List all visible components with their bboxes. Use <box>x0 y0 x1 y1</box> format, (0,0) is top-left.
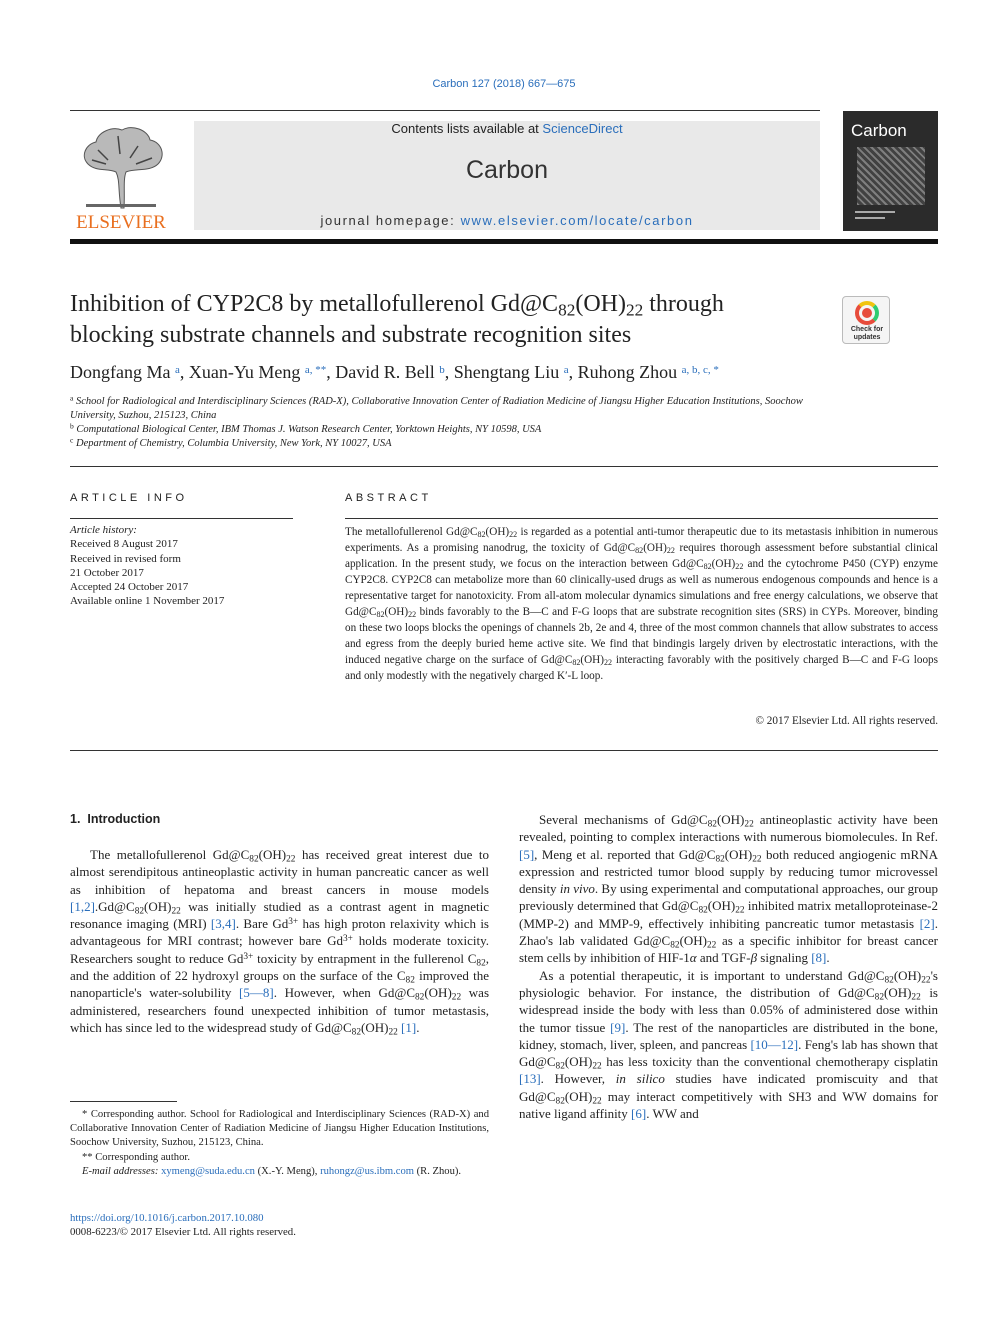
header-thick-rule <box>70 239 938 244</box>
affiliation-mark: b <box>70 421 74 431</box>
abstract-heading: ABSTRACT <box>345 492 432 504</box>
homepage-line <box>194 213 820 228</box>
affiliation-item <box>70 423 810 437</box>
elsevier-logo <box>68 120 174 232</box>
abstract-copyright: © 2017 Elsevier Ltd. All rights reserved. <box>755 715 938 727</box>
email-link[interactable]: ruhongz@us.ibm.com <box>320 1165 414 1177</box>
history-item: 21 October 2017 <box>70 566 144 579</box>
homepage-link[interactable]: www.elsevier.com/locate/carbon <box>460 213 694 228</box>
citation-link[interactable]: [9] <box>610 1019 626 1035</box>
abstract-rule <box>345 518 938 519</box>
footnote-corresponding-2: ** Corresponding author. <box>82 1151 190 1163</box>
author-affiliation-mark[interactable]: a <box>174 364 180 377</box>
journal-cover-image[interactable] <box>843 111 938 231</box>
section-number: 1. <box>70 812 81 826</box>
email-owner: (X.-Y. Meng), <box>254 1165 321 1177</box>
footnotes <box>70 1108 489 1179</box>
author-affiliation-mark[interactable]: a, b, c, * <box>681 364 719 377</box>
author-name[interactable]: Dongfang Ma <box>70 362 171 382</box>
article-info-heading: ARTICLE INFO <box>70 492 188 504</box>
author-name[interactable]: Shengtang Liu <box>453 362 560 382</box>
title-subscript: 22 <box>625 300 644 320</box>
author-affiliation-mark[interactable]: b <box>439 364 445 377</box>
author-list: Dongfang Ma $^a$, Xuan-Yu Meng $^{a, **}$, David R. Bell $^b$, Shengtang Liu $^a$, Ruhong Zhou $^{a, b, c, *}$ <box>70 362 719 382</box>
citation-link[interactable]: [1,2] <box>70 898 95 914</box>
author-name[interactable]: Ruhong Zhou <box>577 362 678 382</box>
body-paragraph: As a potential therapeutic, it is important to understand $Gd@C_{82}(OH)_{22}'s$ physiologic behavior. For instance, the distribution of $Gd@C_{82}(OH)_{22}$ is widespread inside the body with less than 0.05% of administered dose within the tumor tissue [9]. The rest of the nanoparticles are distributed in the bone, kidney, stomach, liver, spleen, and pancreas [10—12]. Feng's lab has shown that $Gd@C_{82}(OH)_{22}$ has less toxicity than the conventional chemotherapy cisplatin [13]. However, in silico studies have indicated promiscuity and that $Gd@C_{82}(OH)_{22}$ may interact competitively with SH3 and WW domains for native ligand affinity [6]. WW and <box>519 967 939 1122</box>
title-text: Inhibition of CYP2C8 by metallofullerenol Gd@C <box>70 291 559 317</box>
article-info-rule <box>70 518 293 519</box>
homepage-prefix: journal homepage: <box>320 213 461 228</box>
issn-copyright: 0008-6223/© 2017 Elsevier Ltd. All rights reserved. <box>70 1226 296 1238</box>
cover-artwork <box>857 147 925 205</box>
cover-text-line <box>855 211 895 213</box>
section-divider <box>70 750 938 751</box>
author-name[interactable]: David R. Bell <box>335 362 435 382</box>
journal-reference-link[interactable]: Carbon 127 (2018) 667—675 <box>432 78 576 90</box>
citation-link[interactable]: [3,4] <box>210 916 236 932</box>
doi-link[interactable]: https://doi.org/10.1016/j.carbon.2017.10.080 <box>70 1212 264 1224</box>
email-label: E-mail addresses: <box>82 1165 159 1177</box>
citation-link[interactable]: [5—8] <box>239 985 274 1001</box>
section-heading-introduction <box>70 812 160 826</box>
header-rule <box>70 110 820 111</box>
history-item: Accepted 24 October 2017 <box>70 581 189 594</box>
body-column-left <box>70 846 489 1036</box>
footnote-corresponding: * Corresponding author. School for Radiological and Interdisciplinary Sciences (RAD-X) and Collaborative Innovation Center of Radiation Medicine of Jiangsu Higher Education Institutions, Soochow University, Suzhou, 215123, China. <box>70 1109 489 1149</box>
affiliation-mark: c <box>70 435 74 445</box>
journal-title: Carbon <box>466 156 548 184</box>
affiliation-item <box>70 437 810 451</box>
affiliation-text: Computational Biological Center, IBM Thomas J. Watson Research Center, Yorktown Heights, NY 10598, USA <box>76 424 542 435</box>
check-updates-icon <box>855 301 879 325</box>
abstract-text: The metallofullerenol $Gd@C_{82}(OH)_{22}$ is regarded as a potential anti-tumor therapeutic due to its metastasis inhibition in numerous experiments. As a promising nanodrug, the toxicity of $Gd@C_{82}(OH)_{22}$ requires thorough assessment before substantial clinical application. In the present study, we focus on the interaction between $Gd@C_{82}(OH)_{22}$ and the cytochrome P450 (CYP) enzyme CYP2C8. CYP2C8 can metabolize more than 60 clinically-used drugs as well as numerous endogenous compounds and hence is a representative target for nanotoxicity. From all-atom molecular dynamics simulations and free energy calculations, we observe that $Gd@C_{82}(OH)_{22}$ binds favorably to the B—C and F-G loops that are substrate recognition sites (SRS) in CYPs. Moreover, binding on these two loops blocks the openings of channels 2b, 2e and 4, three of the most common channels that allow substrates to access and egress from the deeply buried heme active site. We find that bindingis largely driven by electrostatic interactions, with the induced negative charge on the surface of $Gd@C_{82}(OH)_{22}$ interacting favorably with the positively charged B—C and F-G loops and only modestly with the negatively charged K′-L loop. <box>345 526 938 682</box>
check-for-updates-button[interactable] <box>842 296 890 344</box>
citation-link[interactable]: [6] <box>631 1106 647 1122</box>
email-owner: (R. Zhou). <box>414 1165 462 1177</box>
title-text: through blocking substrate channels and substrate recognition sites <box>70 291 724 348</box>
history-item: Received in revised form <box>70 552 181 565</box>
citation-link[interactable]: [10—12] <box>750 1036 799 1052</box>
citation-link[interactable]: [2] <box>919 915 935 931</box>
citation-link[interactable]: [5] <box>519 846 535 862</box>
affiliation-mark: a <box>70 393 74 403</box>
history-item: Available online 1 November 2017 <box>70 595 225 608</box>
article-title <box>70 289 810 351</box>
author-affiliation-mark[interactable]: a <box>563 364 569 377</box>
footnote-rule <box>70 1101 177 1102</box>
title-subscript: 82 <box>558 300 576 320</box>
affiliation-list <box>70 395 810 451</box>
history-label: Article history: <box>70 524 137 536</box>
history-item: Received 8 August 2017 <box>70 538 178 551</box>
citation-link[interactable]: [1] <box>401 1019 417 1035</box>
affiliation-item <box>70 395 810 423</box>
title-text: (OH) <box>575 291 626 317</box>
author-affiliation-mark[interactable]: a, ** <box>304 364 327 377</box>
affiliation-text: School for Radiological and Interdisciplinary Sciences (RAD-X), Collaborative Innovation Center of Radiation Medicine of Jiangsu Higher Education Institutions, Soochow University, Suzhou, 215123, China <box>70 396 803 421</box>
cover-text-line <box>855 217 885 219</box>
author-name[interactable]: Xuan-Yu Meng <box>188 362 301 382</box>
citation-link[interactable]: [13] <box>519 1071 541 1087</box>
article-history <box>70 523 300 609</box>
section-title: Introduction <box>87 812 161 826</box>
contents-prefix: Contents lists available at <box>391 121 543 136</box>
body-column-right <box>519 811 938 1122</box>
check-updates-label: Check for updates <box>850 326 884 341</box>
footnote-emails <box>70 1165 489 1179</box>
body-paragraph: The metallofullerenol $Gd@C_{82}(OH)_{22}$ has received great interest due to almost serendipitous antineoplastic activity in human pancreatic cancer as well as inhibition of hepatoma and breast cancers in mouse models $[1,2].Gd@C_{82}(OH)_{22}$ was initially studied as a contrast agent in magnetic resonance imaging (MRI) [3,4]. Bare $Gd^{3+}$ has high proton relaxivity which is advantageous for MRI contrast; however bare $Gd^{3+}$ holds moderate toxicity. Researchers sought to reduce $Gd^{3+}$ toxicity by entrapment in the fullerenol $C_{82}$, and the addition of 22 hydroxyl groups on the surface of the $C_{82}$ improved the nanoparticle's water-solubility [5—8]. However, when $Gd@C_{82}(OH)_{22}$ was administered, researchers found unexpected inhibition of tumor metastasis, which has since led to the widespread study of $Gd@C_{82}(OH)_{22}$ [1]. <box>70 847 490 1038</box>
cover-title: Carbon <box>851 121 907 140</box>
email-link[interactable]: xymeng@suda.edu.cn <box>161 1165 255 1177</box>
body-paragraph: Several mechanisms of $Gd@C_{82}(OH)_{22}$ antineoplastic activity have been revealed, pointing to complex interactions with numerous biomolecules. In Ref. [5], Meng et al. reported that $Gd@C_{82}(OH)_{22}$ both reduced angiogenic mRNA expression and restricted tumor blood supply by reducing tumor microvessel density in vivo. By using experimental and computational approaches, our group previously determined that $Gd@C_{82}(OH)_{22}$ inhibited matrix metalloproteinase-2 (MMP-2) and MMP-9, effectively inhibiting pancreatic tumor metastasis [2]. Zhao's lab validated $Gd@C_{82}(OH)_{22}$ as a specific inhibitor for breast cancer stem cells by inhibition of HIF-1α and TGF-β signaling [8]. <box>519 812 939 966</box>
contents-line <box>194 121 820 136</box>
section-divider <box>70 466 938 467</box>
sciencedirect-link[interactable]: ScienceDirect <box>542 121 623 136</box>
elsevier-wordmark: ELSEVIER <box>76 212 166 232</box>
affiliation-text: Department of Chemistry, Columbia University, New York, NY 10027, USA <box>75 438 392 449</box>
citation-link[interactable]: [8] <box>811 950 827 966</box>
